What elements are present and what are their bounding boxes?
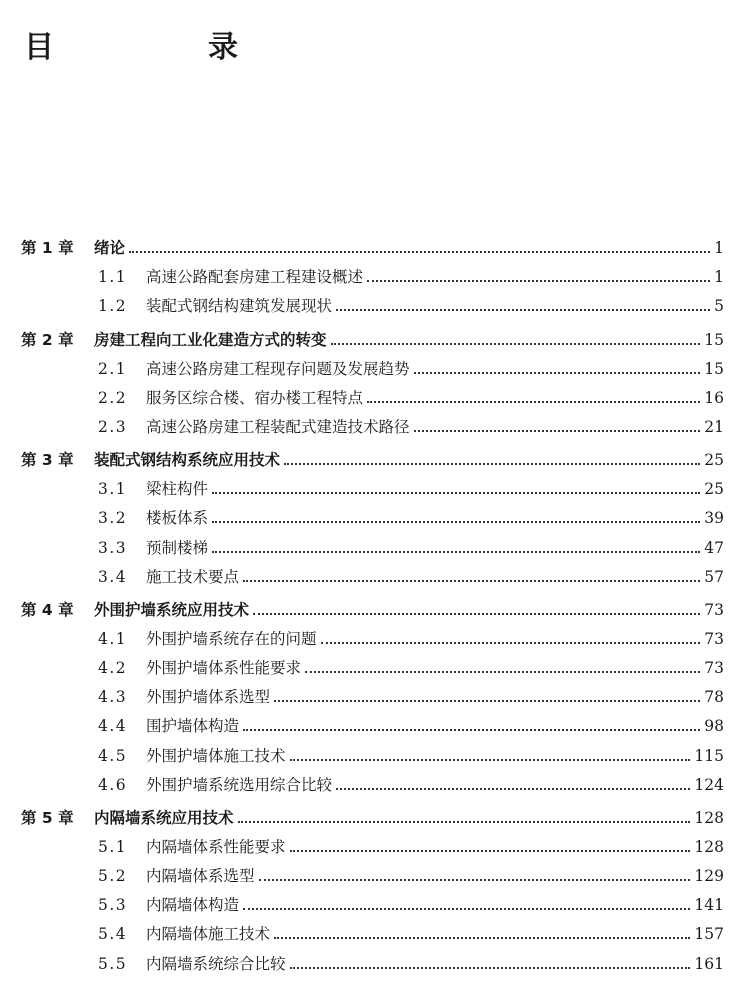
chapter-number: 第 5 章 [21, 808, 74, 827]
page-number: 73 [704, 659, 724, 678]
section-title: 楼板体系 [146, 509, 209, 528]
dot-leader [414, 372, 701, 374]
dot-leader [238, 821, 691, 823]
page-number: 141 [694, 896, 724, 915]
section-title: 内隔墙体构造 [146, 896, 240, 915]
chapter-title: 内隔墙系统应用技术 [94, 808, 234, 827]
section-number: 2.1 [98, 359, 128, 378]
toc-section-row[interactable] [0, 350, 750, 379]
page-number: 25 [704, 451, 724, 470]
section-number: 4.5 [98, 746, 128, 765]
section-number: 5.4 [98, 925, 128, 944]
chapter-number: 第 2 章 [21, 330, 74, 349]
section-title: 外围护墙系统选用综合比较 [146, 775, 333, 794]
section-title: 内隔墙体系性能要求 [146, 837, 286, 856]
toc-section-row[interactable] [0, 944, 750, 973]
toc-section-row[interactable] [0, 379, 750, 408]
page-number: 1 [714, 239, 724, 258]
dot-leader [212, 551, 700, 553]
toc-section-row[interactable] [0, 499, 750, 528]
section-number: 1.1 [98, 268, 128, 287]
toc-section-row[interactable] [0, 258, 750, 287]
section-title: 高速公路房建工程装配式建造技术路径 [146, 417, 410, 436]
page-number: 73 [704, 600, 724, 619]
section-title: 服务区综合楼、宿办楼工程特点 [146, 388, 364, 407]
section-number: 5.5 [98, 954, 128, 973]
toc-section-row[interactable] [0, 707, 750, 736]
page-number: 161 [694, 954, 724, 973]
page-number: 21 [704, 417, 724, 436]
toc-section-row[interactable] [0, 766, 750, 795]
dot-leader [243, 908, 690, 910]
toc-section-row[interactable] [0, 736, 750, 765]
dot-leader [274, 937, 690, 939]
dot-leader [290, 759, 691, 761]
section-number: 4.6 [98, 775, 128, 794]
toc-chapter-row[interactable] [0, 799, 750, 828]
toc-section-row[interactable] [0, 287, 750, 316]
toc-section-row[interactable] [0, 678, 750, 707]
dot-leader [336, 788, 690, 790]
section-title: 外围护墙体系选型 [146, 688, 271, 707]
dot-leader [331, 343, 701, 345]
toc-chapter-row[interactable] [0, 320, 750, 349]
page-number: 124 [694, 775, 724, 794]
dot-leader [290, 967, 691, 969]
toc-section-row[interactable] [0, 408, 750, 437]
page-number: 5 [714, 297, 724, 316]
dot-leader [336, 309, 710, 311]
page-number: 1 [714, 268, 724, 287]
dot-leader [321, 642, 701, 644]
chapter-title: 外围护墙系统应用技术 [94, 600, 250, 619]
section-title: 施工技术要点 [146, 567, 240, 586]
dot-leader [243, 580, 700, 582]
toc-section-row[interactable] [0, 828, 750, 857]
section-number: 4.1 [98, 629, 128, 648]
section-number: 5.3 [98, 896, 128, 915]
page-number: 15 [704, 330, 724, 349]
chapter-number: 第 3 章 [21, 451, 74, 470]
toc-section-row[interactable] [0, 558, 750, 587]
dot-leader [290, 850, 691, 852]
page-number: 73 [704, 629, 724, 648]
chapter-number: 第 4 章 [21, 600, 74, 619]
section-title: 内隔墙体系选型 [146, 867, 255, 886]
dot-leader [367, 401, 700, 403]
section-number: 1.2 [98, 297, 128, 316]
section-title: 外围护墙系统存在的问题 [146, 629, 317, 648]
dot-leader [212, 521, 700, 523]
page-number: 15 [704, 359, 724, 378]
page-number: 129 [694, 867, 724, 886]
section-number: 3.4 [98, 567, 128, 586]
dot-leader [259, 879, 691, 881]
dot-leader [367, 280, 710, 282]
dot-leader [414, 430, 701, 432]
dot-leader [305, 671, 700, 673]
toc-section-row[interactable] [0, 915, 750, 944]
section-title: 内隔墙体施工技术 [146, 925, 271, 944]
section-number: 3.2 [98, 509, 128, 528]
chapter-number: 第 1 章 [21, 239, 74, 258]
page-number: 115 [694, 746, 724, 765]
page-number: 39 [704, 509, 724, 528]
dot-leader [253, 613, 700, 615]
toc-section-row[interactable] [0, 620, 750, 649]
section-title: 内隔墙系统综合比较 [146, 954, 286, 973]
section-number: 2.2 [98, 388, 128, 407]
page-number: 47 [704, 538, 724, 557]
section-number: 2.3 [98, 417, 128, 436]
toc-section-row[interactable] [0, 649, 750, 678]
dot-leader [212, 492, 700, 494]
page-number: 16 [704, 388, 724, 407]
dot-leader [274, 700, 700, 702]
chapter-title: 装配式钢结构系统应用技术 [94, 451, 281, 470]
section-title: 高速公路房建工程现存问题及发展趋势 [146, 359, 410, 378]
section-title: 高速公路配套房建工程建设概述 [146, 268, 364, 287]
section-title: 梁柱构件 [146, 480, 209, 499]
page-number: 128 [694, 808, 724, 827]
section-number: 4.4 [98, 717, 128, 736]
chapter-title: 房建工程向工业化建造方式的转变 [94, 330, 327, 349]
toc-section-row[interactable] [0, 857, 750, 886]
toc-section-row[interactable] [0, 886, 750, 915]
section-number: 3.1 [98, 480, 128, 499]
section-title: 外围护墙体系性能要求 [146, 659, 302, 678]
toc-section-row[interactable] [0, 470, 750, 499]
chapter-title: 绪论 [94, 239, 126, 258]
section-number: 3.3 [98, 538, 128, 557]
table-of-contents [0, 229, 750, 974]
section-number: 5.1 [98, 837, 128, 856]
toc-chapter-row[interactable] [0, 591, 750, 620]
section-title: 围护墙体构造 [146, 717, 240, 736]
page-number: 78 [704, 688, 724, 707]
section-title: 外围护墙体施工技术 [146, 746, 286, 765]
section-number: 4.3 [98, 688, 128, 707]
page-number: 98 [704, 717, 724, 736]
page-number: 128 [694, 837, 724, 856]
page-title: 目 录 [24, 30, 300, 65]
section-number: 4.2 [98, 659, 128, 678]
section-title: 装配式钢结构建筑发展现状 [146, 297, 333, 316]
page-number: 25 [704, 480, 724, 499]
page-number: 57 [704, 567, 724, 586]
dot-leader [243, 729, 700, 731]
toc-chapter-row[interactable] [0, 441, 750, 470]
page-number: 157 [694, 925, 724, 944]
toc-chapter-row[interactable] [0, 229, 750, 258]
dot-leader [284, 463, 700, 465]
section-number: 5.2 [98, 867, 128, 886]
toc-section-row[interactable] [0, 528, 750, 557]
dot-leader [129, 251, 710, 253]
section-title: 预制楼梯 [146, 538, 209, 557]
